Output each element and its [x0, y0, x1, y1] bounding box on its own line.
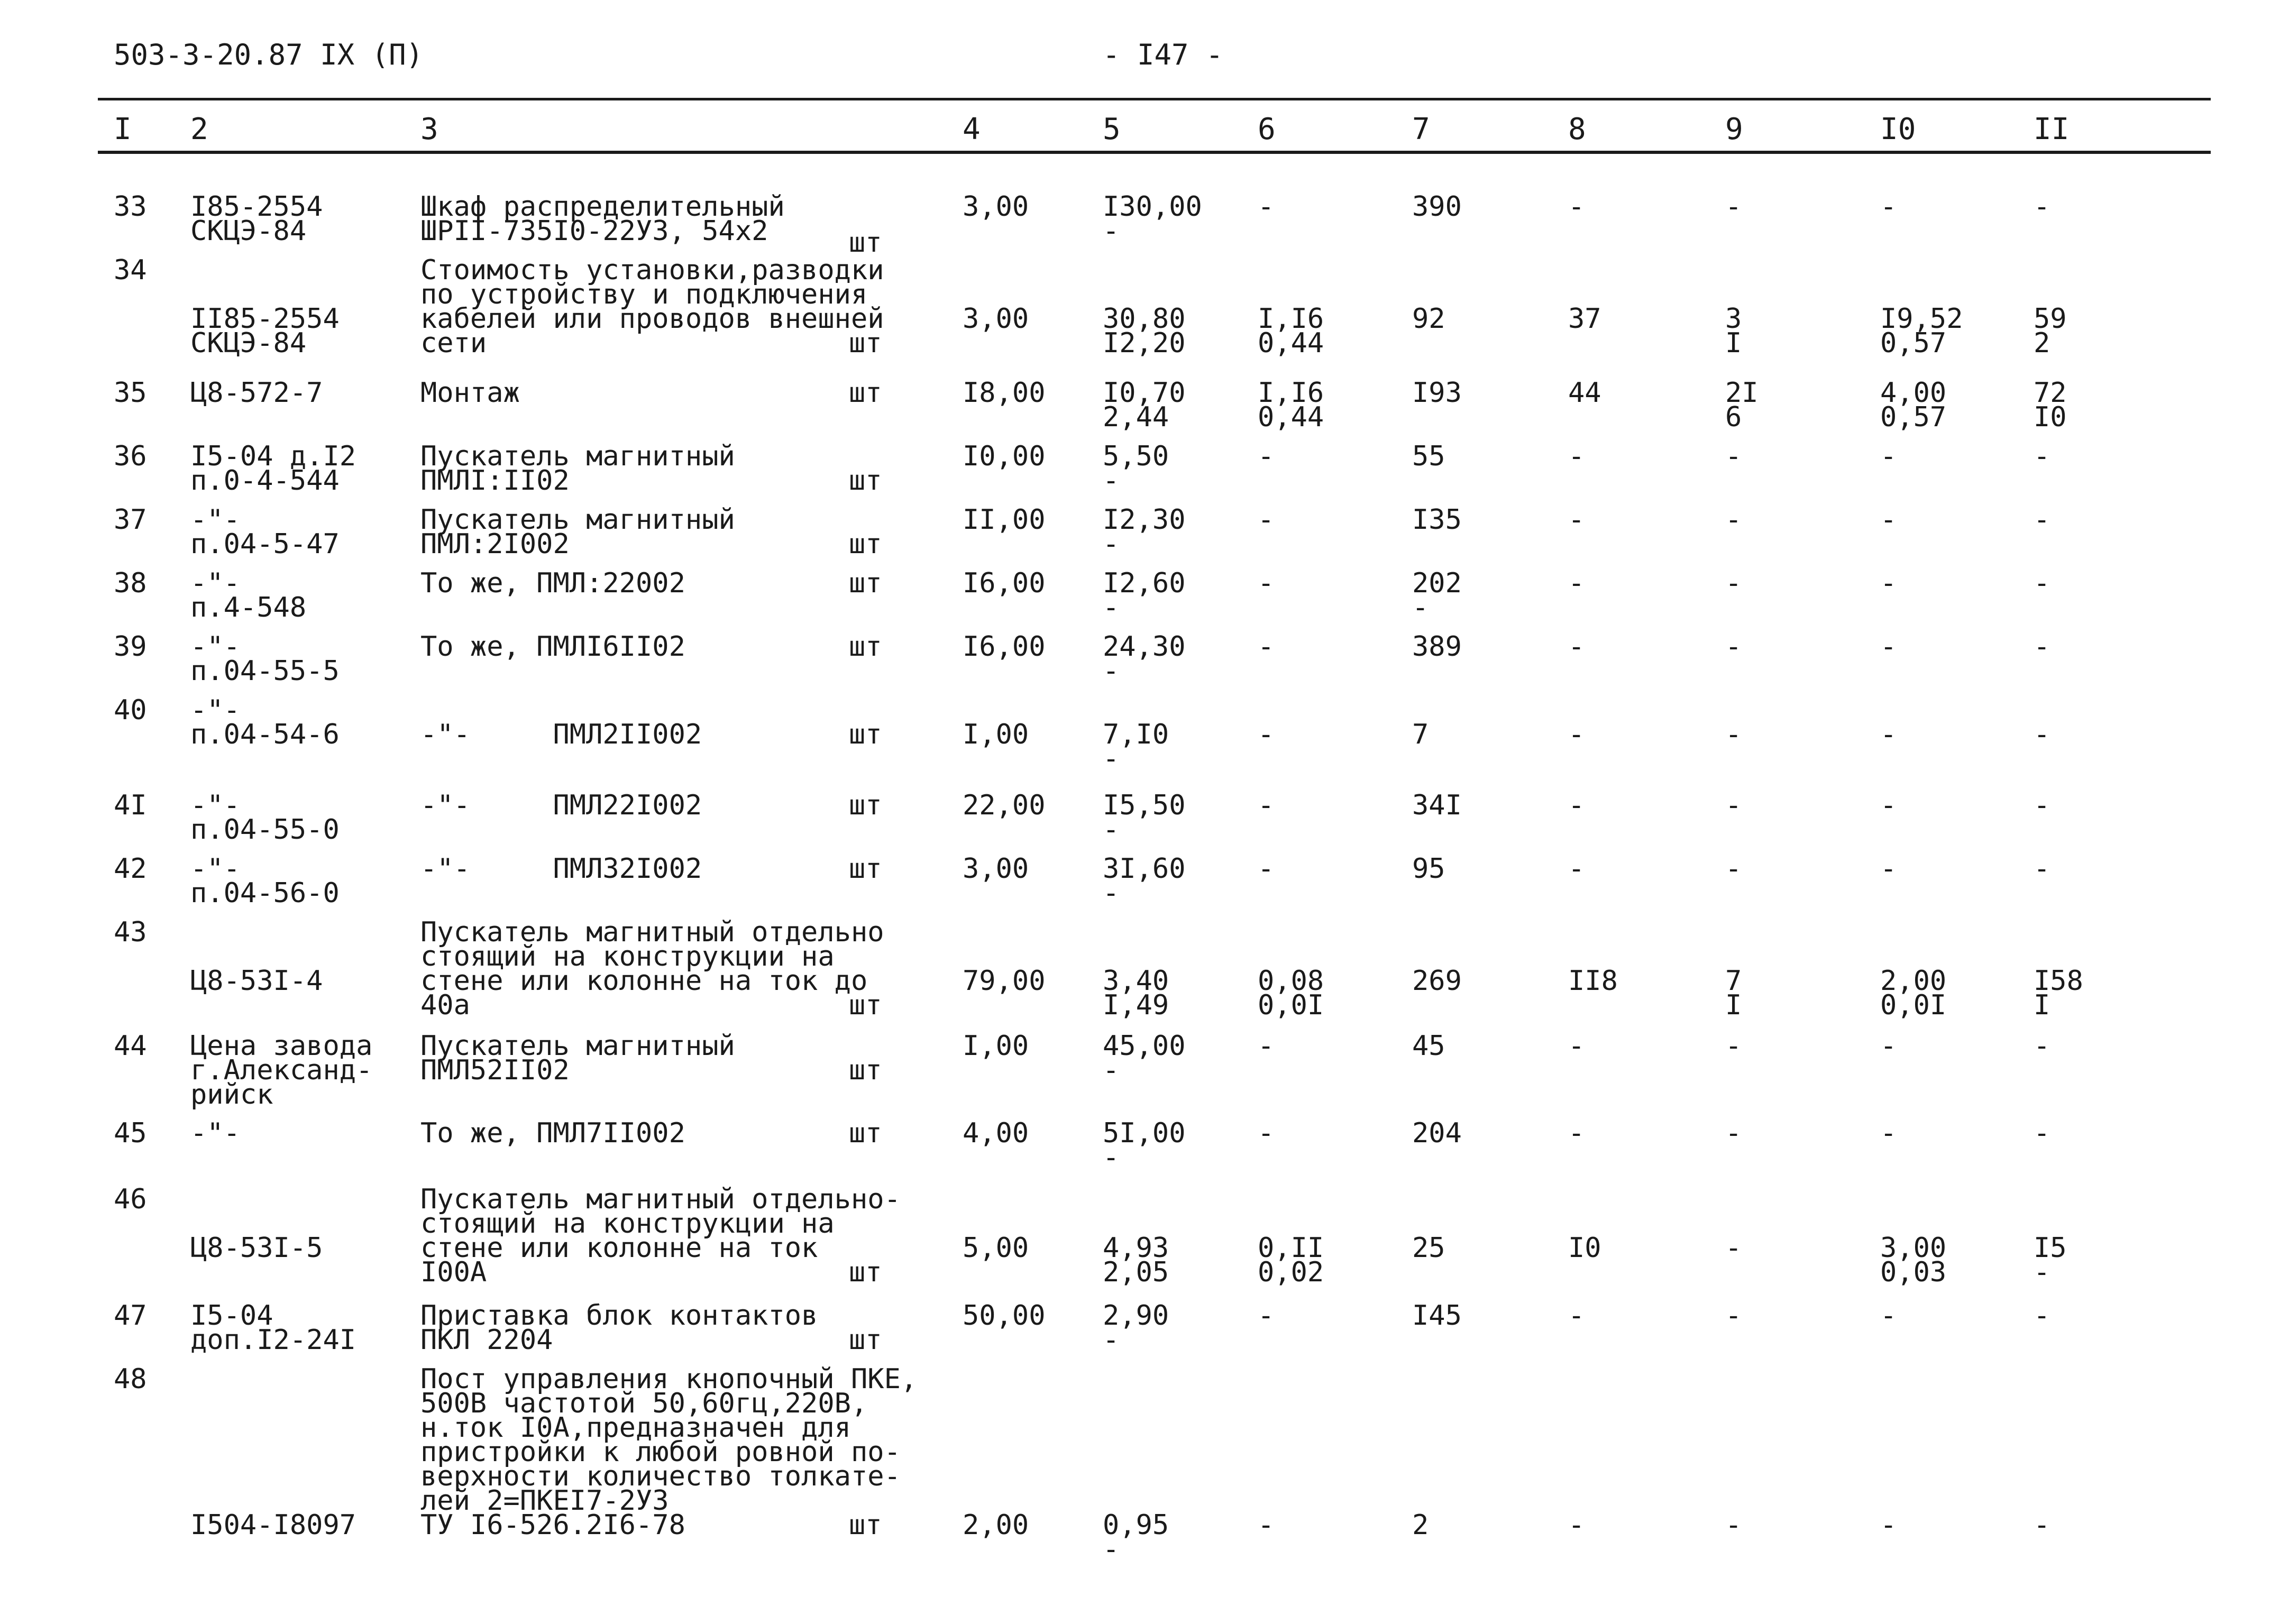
cell-c9: - [1725, 441, 1742, 472]
cell-c4: 22,00 [963, 790, 1046, 821]
cell-c11: - [2034, 790, 2050, 821]
cell-code: II85-2554 СКЦЭ-84 [190, 303, 340, 359]
cell-c11: - [2034, 567, 2050, 599]
cell-c9: 7 I [1725, 965, 1742, 1021]
cell-c4: 3,00 [963, 191, 1029, 223]
cell-c11: - [2034, 1117, 2050, 1149]
cell-number: 39 [114, 631, 147, 663]
cell-c9: - [1725, 191, 1742, 223]
cell-unit: шт [849, 719, 882, 750]
cell-c6: - [1258, 1300, 1275, 1332]
cell-name: -"- ПМЛ2II002 [420, 719, 702, 750]
cell-c7: I93 [1412, 377, 1462, 409]
cell-unit: шт [849, 631, 882, 663]
cell-c8: II8 [1568, 965, 1618, 997]
cell-c9: - [1725, 1300, 1742, 1332]
cell-name: -"- ПМЛ32I002 [420, 853, 702, 885]
cell-c10: - [1880, 567, 1897, 599]
cell-c11: - [2034, 853, 2050, 885]
cell-c5: 0,95 - [1103, 1509, 1169, 1565]
cell-c9: - [1725, 567, 1742, 599]
cell-c10: - [1880, 853, 1897, 885]
cell-code: -"- п.04-54-6 [190, 694, 340, 750]
cell-c6: I,I6 0,44 [1258, 303, 1324, 359]
cell-c8: - [1568, 1117, 1585, 1149]
cell-c9: - [1725, 1509, 1742, 1541]
cell-c10: - [1880, 719, 1897, 750]
cell-c8: - [1568, 719, 1585, 750]
cell-c10: - [1880, 504, 1897, 536]
cell-c11: - [2034, 1300, 2050, 1332]
cell-c5: I2,30 - [1103, 504, 1186, 560]
cell-c4: 50,00 [963, 1300, 1046, 1332]
cell-code: -"- п.04-56-0 [190, 853, 340, 909]
cell-code: -"- п.4-548 [190, 567, 307, 623]
cell-unit: шт [849, 377, 882, 409]
cell-number: 47 [114, 1300, 147, 1332]
cell-code: Цена завода г.Александ- рийск [190, 1030, 373, 1111]
cell-c5: 3I,60 - [1103, 853, 1186, 909]
cell-c4: 3,00 [963, 303, 1029, 335]
cell-c11: I5 - [2034, 1232, 2067, 1288]
cell-c6: - [1258, 191, 1275, 223]
cell-c7: 55 [1412, 441, 1445, 472]
cell-c5: 2,90 - [1103, 1300, 1169, 1356]
column-header-6: 6 [1258, 112, 1276, 146]
cell-c6: - [1258, 567, 1275, 599]
cell-c10: 4,00 0,57 [1880, 377, 1947, 433]
cell-code: -"- [190, 1117, 240, 1149]
cell-c4: I0,00 [963, 441, 1046, 472]
cell-c7: I35 [1412, 504, 1462, 536]
cell-code: I85-2554 СКЦЭ-84 [190, 191, 323, 247]
cell-number: 46 [114, 1183, 147, 1215]
cell-c8: - [1568, 1509, 1585, 1541]
cell-c9: - [1725, 1030, 1742, 1062]
cell-c6: - [1258, 853, 1275, 885]
cell-number: 42 [114, 853, 147, 885]
cell-c11: 72 I0 [2034, 377, 2067, 433]
cell-unit: шт [849, 567, 882, 599]
column-header-1: I [114, 112, 132, 146]
cell-name: Приставка блок контактов ПКЛ 2204 [420, 1300, 818, 1356]
cell-name: Пост управления кнопочный ПКЕ, 500В частотой 50,60гц,220В, н.ток I0А,предназначен для пристройки к любой ровной по- верхности количество толкате- лей 2=ПКЕI7-2У3 ТУ I6-526.2I6-78 [420, 1363, 918, 1541]
cell-c6: 0,08 0,0I [1258, 965, 1324, 1021]
cell-code: -"- п.04-5-47 [190, 504, 340, 560]
cell-c9: - [1725, 1232, 1742, 1264]
cell-name: Пускатель магнитный ПМЛ52II02 [420, 1030, 735, 1086]
cell-c7: 25 [1412, 1232, 1445, 1264]
cell-c8: 44 [1568, 377, 1601, 409]
cell-c9: - [1725, 719, 1742, 750]
cell-number: 34 [114, 254, 147, 286]
cell-code: I5-04 доп.I2-24I [190, 1300, 356, 1356]
cell-c6: - [1258, 719, 1275, 750]
cell-c5: 5,50 - [1103, 441, 1169, 497]
cell-c7: 95 [1412, 853, 1445, 885]
column-header-8: 8 [1568, 112, 1586, 146]
cell-c11: I58 I [2034, 965, 2083, 1021]
cell-c11: - [2034, 191, 2050, 223]
cell-c5: 24,30 - [1103, 631, 1186, 687]
cell-unit: шт [849, 853, 882, 885]
cell-unit: шт [849, 1256, 882, 1288]
cell-c7: 7 [1412, 719, 1429, 750]
column-header-9: 9 [1725, 112, 1743, 146]
cell-code: I504-I8097 [190, 1509, 356, 1541]
cell-name: Пускатель магнитный отдельно стоящий на конструкции на стене или колонне на ток до 40а [420, 916, 884, 1021]
cell-c9: - [1725, 790, 1742, 821]
column-header-3: 3 [420, 112, 438, 146]
cell-c10: - [1880, 790, 1897, 821]
cell-c5: 4,93 2,05 [1103, 1232, 1169, 1288]
cell-c10: - [1880, 1030, 1897, 1062]
cell-c9: - [1725, 853, 1742, 885]
cell-unit: шт [849, 227, 882, 259]
cell-number: 33 [114, 191, 147, 223]
cell-name: Монтаж [420, 377, 520, 409]
cell-code: -"- п.04-55-5 [190, 631, 340, 687]
cell-c9: - [1725, 1117, 1742, 1149]
cell-name: Стоимость установки,разводки по устройству и подключения кабелей или проводов внешней сети [420, 254, 884, 359]
cell-c6: - [1258, 1117, 1275, 1149]
column-header-4: 4 [963, 112, 981, 146]
cell-number: 35 [114, 377, 147, 409]
cell-c10: - [1880, 1300, 1897, 1332]
cell-c4: 5,00 [963, 1232, 1029, 1264]
page-number: - I47 - [1103, 38, 1223, 71]
cell-c7: 269 [1412, 965, 1462, 997]
cell-code: Ц8-572-7 [190, 377, 323, 409]
cell-c6: - [1258, 504, 1275, 536]
cell-c4: I6,00 [963, 567, 1046, 599]
cell-name: -"- ПМЛ22I002 [420, 790, 702, 821]
cell-name: Пускатель магнитный отдельно- стоящий на конструкции на стене или колонне на ток I00А [420, 1183, 901, 1288]
cell-code: Ц8-53I-5 [190, 1232, 323, 1264]
cell-c11: - [2034, 719, 2050, 750]
column-header-10: I0 [1880, 112, 1916, 146]
cell-number: 36 [114, 441, 147, 472]
cell-c11: - [2034, 504, 2050, 536]
cell-c7: 92 [1412, 303, 1445, 335]
cell-c5: 3,40 I,49 [1103, 965, 1169, 1021]
cell-c10: I9,52 0,57 [1880, 303, 1963, 359]
cell-c7: 34I [1412, 790, 1462, 821]
cell-c7: 202 - [1412, 567, 1462, 623]
cell-c8: 37 [1568, 303, 1601, 335]
cell-c8: - [1568, 191, 1585, 223]
cell-c5: 7,I0 - [1103, 719, 1169, 775]
cell-number: 4I [114, 790, 147, 821]
cell-c7: 45 [1412, 1030, 1445, 1062]
cell-c10: 2,00 0,0I [1880, 965, 1947, 1021]
cell-c8: I0 [1568, 1232, 1601, 1264]
cell-c4: I8,00 [963, 377, 1046, 409]
cell-number: 38 [114, 567, 147, 599]
cell-unit: шт [849, 1117, 882, 1149]
cell-c5: I2,60 - [1103, 567, 1186, 623]
cell-c5: I5,50 - [1103, 790, 1186, 846]
table-header-rule [98, 151, 2211, 154]
cell-c4: 4,00 [963, 1117, 1029, 1149]
cell-unit: шт [849, 1054, 882, 1086]
cell-c11: - [2034, 1030, 2050, 1062]
cell-number: 48 [114, 1363, 147, 1395]
cell-c4: 2,00 [963, 1509, 1029, 1541]
cell-name: Пускатель магнитный ПМЛ:2I002 [420, 504, 735, 560]
cell-unit: шт [849, 790, 882, 821]
cell-name: То же, ПМЛ7II002 [420, 1117, 685, 1149]
cell-c4: II,00 [963, 504, 1046, 536]
cell-c7: 390 [1412, 191, 1462, 223]
cell-c7: 2 [1412, 1509, 1429, 1541]
cell-number: 37 [114, 504, 147, 536]
cell-c4: I6,00 [963, 631, 1046, 663]
cell-c9: 2I 6 [1725, 377, 1759, 433]
cell-name: То же, ПМЛI6II02 [420, 631, 685, 663]
cell-c7: 389 [1412, 631, 1462, 663]
cell-c10: - [1880, 191, 1897, 223]
cell-name: То же, ПМЛ:22002 [420, 567, 685, 599]
cell-c11: - [2034, 631, 2050, 663]
cell-code: -"- п.04-55-0 [190, 790, 340, 846]
cell-number: 40 [114, 694, 147, 726]
cell-c5: 5I,00 - [1103, 1117, 1186, 1173]
cell-c8: - [1568, 853, 1585, 885]
cell-c6: 0,II 0,02 [1258, 1232, 1324, 1288]
cell-c8: - [1568, 1030, 1585, 1062]
document-code: 503-3-20.87 IX (П) [114, 38, 424, 71]
cell-unit: шт [849, 465, 882, 497]
cell-c4: 79,00 [963, 965, 1046, 997]
cell-c9: 3 I [1725, 303, 1742, 359]
cell-c10: 3,00 0,03 [1880, 1232, 1947, 1288]
cell-c8: - [1568, 441, 1585, 472]
column-header-7: 7 [1412, 112, 1430, 146]
cell-name: Шкаф распределительный ШРII-735I0-22У3, 54х2 [420, 191, 785, 247]
cell-c4: I,00 [963, 1030, 1029, 1062]
cell-c11: 59 2 [2034, 303, 2067, 359]
cell-c6: - [1258, 1030, 1275, 1062]
cell-code: I5-04 д.I2 п.0-4-544 [190, 441, 356, 497]
column-header-2: 2 [190, 112, 208, 146]
cell-unit: шт [849, 1324, 882, 1356]
cell-c11: - [2034, 441, 2050, 472]
cell-c7: 204 [1412, 1117, 1462, 1149]
cell-c4: 3,00 [963, 853, 1029, 885]
cell-name: Пускатель магнитный ПМЛI:II02 [420, 441, 735, 497]
cell-c10: - [1880, 441, 1897, 472]
cell-c6: - [1258, 441, 1275, 472]
cell-c10: - [1880, 631, 1897, 663]
cell-c6: - [1258, 631, 1275, 663]
cell-c8: - [1568, 1300, 1585, 1332]
cell-c6: - [1258, 1509, 1275, 1541]
cell-c6: I,I6 0,44 [1258, 377, 1324, 433]
cell-c10: - [1880, 1117, 1897, 1149]
cell-unit: шт [849, 528, 882, 560]
cell-number: 44 [114, 1030, 147, 1062]
cell-number: 45 [114, 1117, 147, 1149]
cell-c5: I0,70 2,44 [1103, 377, 1186, 433]
column-header-5: 5 [1103, 112, 1121, 146]
cell-c8: - [1568, 790, 1585, 821]
cell-c8: - [1568, 631, 1585, 663]
cell-c5: 45,00 - [1103, 1030, 1186, 1086]
cell-code: Ц8-53I-4 [190, 965, 323, 997]
cell-c6: - [1258, 790, 1275, 821]
cell-c7: I45 [1412, 1300, 1462, 1332]
cell-c8: - [1568, 504, 1585, 536]
table-top-rule [98, 98, 2211, 100]
cell-c9: - [1725, 631, 1742, 663]
cell-unit: шт [849, 989, 882, 1021]
cell-c4: I,00 [963, 719, 1029, 750]
cell-number: 43 [114, 916, 147, 948]
cell-c11: - [2034, 1509, 2050, 1541]
cell-c5: 30,80 I2,20 [1103, 303, 1186, 359]
cell-c8: - [1568, 567, 1585, 599]
cell-unit: шт [849, 327, 882, 359]
cell-c5: I30,00 - [1103, 191, 1202, 247]
page-header [0, 0, 2280, 85]
column-header-11: II [2034, 112, 2070, 146]
cell-c10: - [1880, 1509, 1897, 1541]
cell-unit: шт [849, 1509, 882, 1541]
cell-c9: - [1725, 504, 1742, 536]
